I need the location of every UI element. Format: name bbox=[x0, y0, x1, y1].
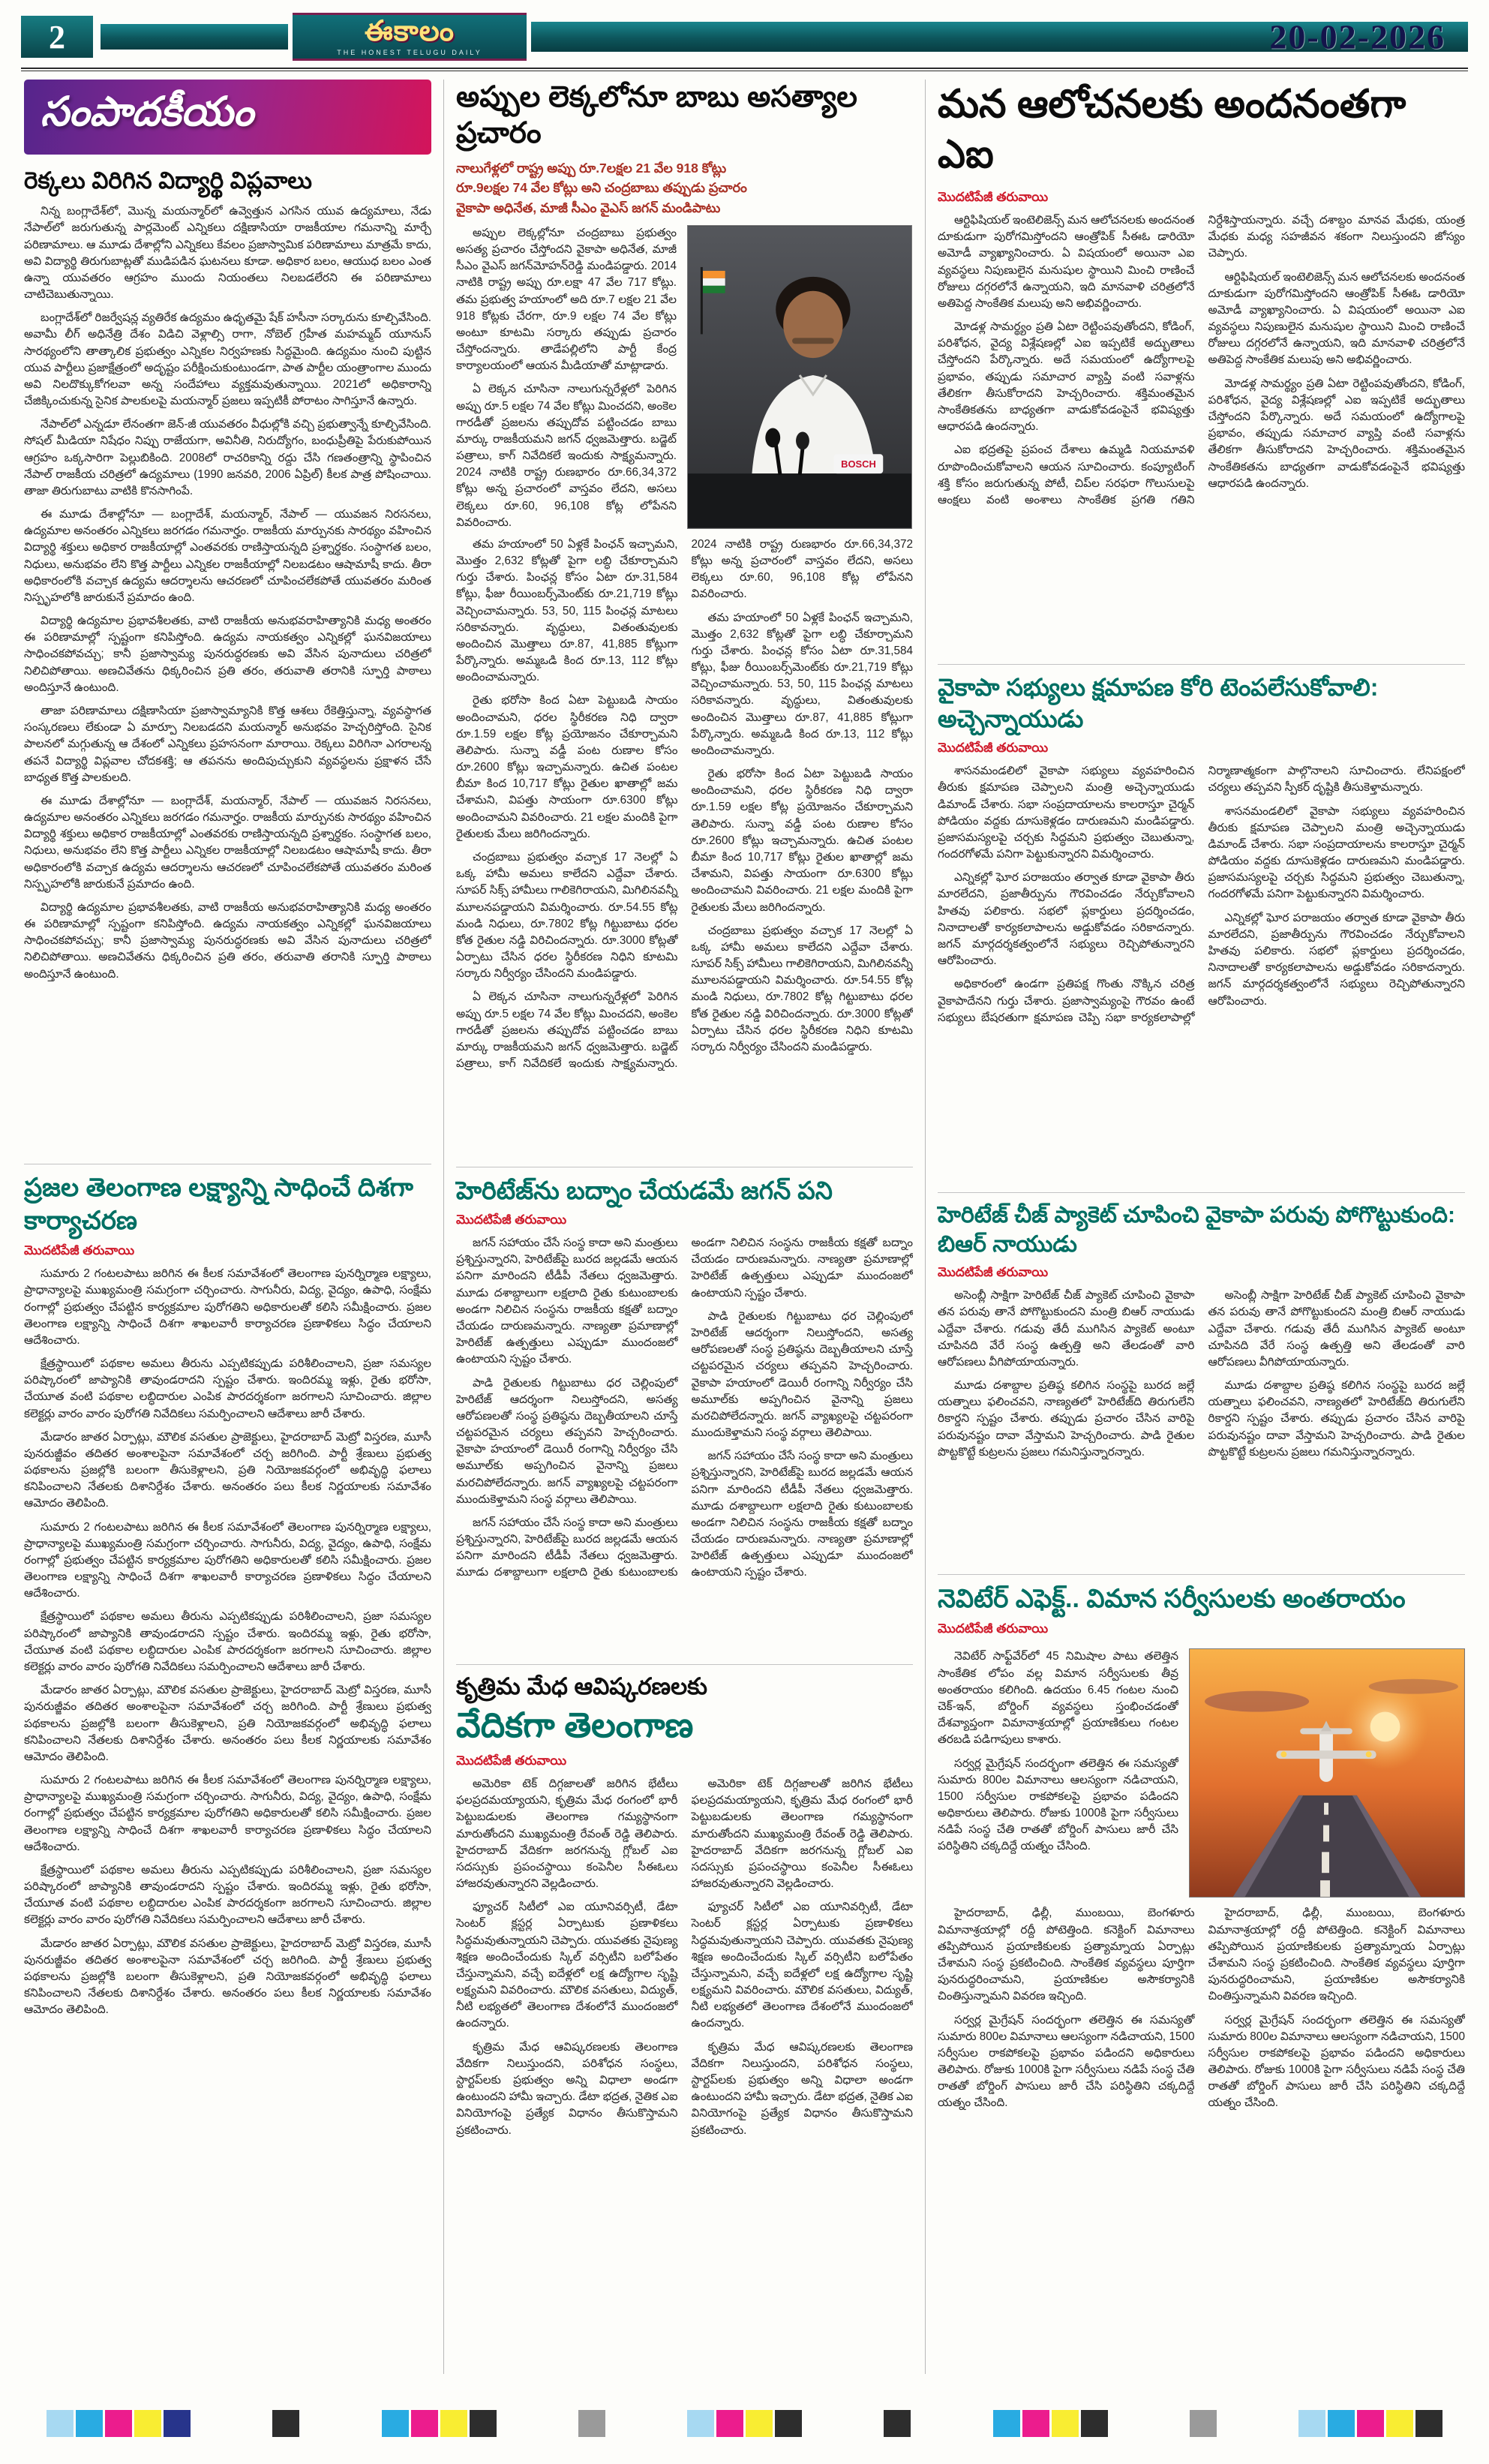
continuation-byline: మొదటిపేజీ తరువాయి bbox=[456, 1753, 567, 1768]
continuation-byline: మొదటిపేజీ తరువాయి bbox=[24, 1243, 135, 1258]
paper-name: ఈకాలం bbox=[365, 16, 455, 47]
paragraph: బంగ్లాదేశ్‌లో రిజర్వేషన్ల వ్యతిరేక ఉద్యమం ఉధృతమై షేక్ హసీనా సర్కారును కూల్చివేసింది. అవామీ లీగ్ అధినేత్రి దేశం విడిచి వెళ్లాల్సి రాగా, నోబెల్ గ్రహీత మహమ్మద్ యూనుస్ సారథ్యంలోని తాత్కాలిక ప్రభుత్వం ఎన్నికల నిర్వహణకు సిద్ధమైంది. ఉద్యమం నుంచి పుట్టిన యువ పార్టీలు ప్రజాక్షేత్రంలో అదృష్టం పరీక్షించుకుంటుండగా, పాత పార్టీల యంత్రాంగాల ముందు అవి నిలదొక్కుకోగలవా అన్న సందేహాలు వ్యక్తమవుతున్నాయి. 2021లో అధికారాన్ని చేజిక్కించుకున్న సైనిక పాలకులపై మయన్మార్ ప్రజలు ఇప్పటికీ పోరాటం సాగిస్తూనే ఉన్నారు. bbox=[24, 311, 431, 408]
paragraph: మేడారం జాతర ఏర్పాట్లు, మౌలిక వసతుల ప్రాజెక్టులు, హైదరాబాద్ మెట్రో విస్తరణ, మూసీ పునరుజ్జీవం తదితర అంశాలపైనా సమావేశంలో చర్చ జరిగింది. పార్టీ శ్రేణులు ప్రభుత్వ పథకాలను ప్రజల్లోకి బలంగా తీసుకెళ్లాలని, ప్రతి నియోజకవర్గంలో అభివృద్ధి ఫలాలు కనిపించాలని నేతలకు దిశానిర్దేశం చేశారు. అనంతరం పలు కీలక నిర్ణయాలకు సమావేశం ఆమోదం తెలిపింది. bbox=[24, 1684, 431, 1763]
paragraph: అమెరికా టెక్ దిగ్గజాలతో జరిగిన భేటీలు ఫలప్రదమయ్యాయని, కృత్రిమ మేధ రంగంలో భారీ పెట్టుబడులకు తెలంగాణ గమ్యస్థానంగా మారుతోందని ముఖ్యమంత్రి రేవంత్ రెడ్డి తెలిపారు. హైదరాబాద్ వేదికగా జరగనున్న గ్లోబల్ ఎఐ సదస్సుకు ప్రపంచస్థాయి కంపెనీల సీఈఓలు హాజరవుతున్నారని వెల్లడించారు. bbox=[691, 1777, 913, 1891]
ai-headline: మన ఆలోచనలకు అందనంతగా ఎఐ bbox=[938, 83, 1406, 176]
telangana-body bbox=[24, 1266, 431, 2025]
continuation-byline: మొదటిపేజీ తరువాయి bbox=[938, 1621, 1049, 1636]
paragraph: మోడళ్ల సామర్థ్యం ప్రతి ఏటా రెట్టింపవుతోందని, కోడింగ్, పరిశోధన, వైద్య విశ్లేషణల్లో ఎఐ ఇప్పటికే అద్భుతాలు చేస్తోందని పేర్కొన్నారు. అదే సమయంలో ఉద్యోగాలపై ప్రభావం, తప్పుడు సమాచార వ్యాప్తి వంటి సవాళ్లను తేలికగా తీసుకోరాదని హెచ్చరించారు. శక్తిమంతమైన సాంకేతికతను బాధ్యతగా వాడుకోవడంపైనే భవిష్యత్తు ఆధారపడి ఉందన్నారు. bbox=[1208, 377, 1465, 490]
navitaire-lead-row bbox=[938, 1648, 1465, 1898]
paragraph: క్షేత్రస్థాయిలో పథకాల అమలు తీరును ఎప్పటికప్పుడు పరిశీలించాలని, ప్రజా సమస్యల పరిష్కారంలో జాప్యానికి తావుండరాదని స్పష్టం చేశారు. ఇందిరమ్మ ఇళ్లు, రైతు భరోసా, చేయూత వంటి పథకాల లబ్ధిదారుల ఎంపిక పారదర్శకంగా జరగాలని సూచించారు. జిల్లాల కలెక్టర్లు వారం వారం పురోగతి నివేదికలు సమర్పించాలని ఆదేశాలు జారీ చేశారు. bbox=[24, 1863, 431, 1927]
paragraph: మోడళ్ల సామర్థ్యం ప్రతి ఏటా రెట్టింపవుతోందని, కోడింగ్, పరిశోధన, వైద్య విశ్లేషణల్లో ఎఐ ఇప్పటికే అద్భుతాలు చేస్తోందని పేర్కొన్నారు. అదే సమయంలో ఉద్యోగాలపై ప్రభావం, తప్పుడు సమాచార వ్యాప్తి వంటి సవాళ్లను తేలికగా తీసుకోరాదని హెచ్చరించారు. శక్తిమంతమైన సాంకేతికతను బాధ్యతగా వాడుకోవడంపైనే భవిష్యత్తు ఆధారపడి ఉందన్నారు. bbox=[938, 320, 1195, 434]
registration-swatch bbox=[76, 2410, 103, 2437]
paragraph: హైదరాబాద్, ఢిల్లీ, ముంబయి, బెంగళూరు విమానాశ్రయాల్లో రద్దీ పోటెత్తింది. కనెక్టింగ్ విమానాలు తప్పిపోయిన ప్రయాణికులకు ప్రత్యామ్నాయ ఏర్పాట్లు చేశామని సంస్థ ప్రకటించింది. సాంకేతిక వ్యవస్థలు పూర్తిగా పునరుద్ధరించామని, ప్రయాణికుల అసౌకర్యానికి చింతిస్తున్నామని వివరణ ఇచ్చింది. bbox=[938, 1907, 1195, 2003]
paragraph: కృత్రిమ మేధ ఆవిష్కరణలకు తెలంగాణ వేదికగా నిలుస్తుందని, పరిశోధన సంస్థలు, స్టార్టప్‌లకు ప్రభుత్వం అన్ని విధాలా అండగా ఉంటుందని హామీ ఇచ్చారు. డేటా భద్రత, నైతిక ఎఐ వినియోగంపై ప్రత్యేక విధానం తీసుకొస్తామని ప్రకటించారు. bbox=[691, 2040, 913, 2137]
paragraph: సర్వర్ల మైగ్రేషన్ సందర్భంగా తలెత్తిన ఈ సమస్యతో సుమారు 800ల విమానాలు ఆలస్యంగా నడిచాయని, 1500 సర్వీసుల రాకపోకలపై ప్రభావం పడిందని అధికారులు తెలిపారు. రోజుకు 1000కి పైగా సర్వీసులు నడిపే సంస్థ చేతి రాతతో బోర్డింగ్ పాసులు జారీ చేసి పరిస్థితిని చక్కదిద్దే యత్నం చేసింది. bbox=[938, 1756, 1178, 1853]
continuation-byline: మొదటిపేజీ తరువాయి bbox=[938, 190, 1049, 205]
heritage-jagan-body bbox=[456, 1235, 913, 1655]
paragraph: సుమారు 2 గంటలపాటు జరిగిన ఈ కీలక సమావేశంలో తెలంగాణ పునర్నిర్మాణ లక్ష్యాలు, ప్రాధాన్యాలపై ముఖ్యమంత్రి సమగ్రంగా చర్చించారు. సాగునీరు, విద్య, వైద్యం, ఉపాధి, సంక్షేమ రంగాల్లో ప్రభుత్వం చేపట్టిన కార్యక్రమాల పురోగతిని అధికారులతో కలిసి సమీక్షించారు. ప్రజల తెలంగాణ లక్ష్యాన్ని సాధించే దిశగా శాఖలవారీ కార్యాచరణ ప్రణాళికలు సిద్ధం చేయాలని ఆదేశించారు. bbox=[24, 1520, 431, 1600]
paragraph: కృత్రిమ మేధ ఆవిష్కరణలకు తెలంగాణ వేదికగా నిలుస్తుందని, పరిశోధన సంస్థలు, స్టార్టప్‌లకు ప్రభుత్వం అన్ని విధాలా అండగా ఉంటుందని హామీ ఇచ్చారు. డేటా భద్రత, నైతిక ఎఐ వినియోగంపై ప్రత్యేక విధానం తీసుకొస్తామని ప్రకటించారు. bbox=[456, 2040, 678, 2137]
paragraph: తమ హయాంలో 50 ఏళ్లకే పింఛన్ ఇచ్చామని, మొత్తం 2,632 కోట్లతో పైగా లబ్ధి చేకూర్చామని గుర్తు చేశారు. పింఛన్ల కోసం ఏటా రూ.31,584 కోట్లు, ఫీజు రీయింబర్స్‌మెంట్‌కు రూ.21,719 కోట్లు వెచ్చించామన్నారు. 53, 50, 115 పింఛన్ల మాటలు సరికావన్నారు. వృద్ధులు, వితంతువులకు అందించిన మొత్తాలు రూ.87, 41,885 కోట్లుగా పేర్కొన్నారు. అమ్మఒడి కింద రూ.13, 112 కోట్లు అందించామన్నారు. bbox=[456, 537, 678, 684]
paragraph: జగన్ సహాయం చేసే సంస్థ కాదా అని మంత్రులు ప్రశ్నిస్తున్నారని, హెరిటేజ్‌పై బురద జల్లడమే ఆయన పనిగా మారిందని టీడీపీ నేతలు ధ్వజమెత్తారు. మూడు దశాబ్దాలుగా లక్షలాది రైతు కుటుంబాలకు అండగా నిలిచిన సంస్థను రాజకీయ కక్షతో బద్నాం చేయడం దారుణమన్నారు. నాణ్యతా ప్రమాణాల్లో హెరిటేజ్ ఉత్పత్తులు ఎప్పుడూ ముందంజలో ఉంటాయని స్పష్టం చేశారు. bbox=[456, 1237, 678, 1366]
debt-lead-text bbox=[456, 225, 677, 529]
paragraph: నెవిటేర్ సాఫ్ట్‌వేర్‌లో 45 నిమిషాల పాటు తలెత్తిన సాంకేతిక లోపం వల్ల విమాన సర్వీసులకు తీవ్ర అంతరాయం కలిగింది. ఉదయం 6.45 గంటల నుంచి చెక్-ఇన్, బోర్డింగ్ వ్యవస్థలు స్తంభించడంతో దేశవ్యాప్తంగా విమానాశ్రయాల్లో ప్రయాణికులు గంటల తరబడి పడిగాపులు కాశారు. bbox=[938, 1650, 1178, 1747]
press-conference-photo bbox=[687, 225, 912, 529]
article-heritage-jagan bbox=[456, 1167, 913, 1655]
paragraph: రైతు భరోసా కింద ఏటా పెట్టుబడి సాయం అందించామని, ధరల స్థిరీకరణ నిధి ద్వారా రూ.1.59 లక్షల కోట్ల ప్రయోజనం చేకూర్చామని తెలిపారు. సున్నా వడ్డీ పంట రుణాల కోసం రూ.2600 కోట్లు ఇచ్చామన్నారు. ఉచిత పంటల బీమా కింద 10,717 కోట్లు రైతుల ఖాతాల్లో జమ చేశామని, విపత్తు సాయంగా రూ.6300 కోట్లు అందించామని వివరించారు. 21 లక్షల మందికి పైగా రైతులకు మేలు జరిగిందన్నారు. bbox=[456, 694, 678, 840]
editorial-masthead bbox=[24, 80, 431, 155]
paragraph: పాడి రైతులకు గిట్టుబాటు ధర చెల్లింపులో హెరిటేజ్ ఆదర్శంగా నిలుస్తోందని, అసత్య ఆరోపణలతో సంస్థ ప్రతిష్ఠను దెబ్బతీయాలని చూస్తే చట్టపరమైన చర్యలు తప్పవని హెచ్చరించారు. వైకాపా హయాంలో డెయిరీ రంగాన్ని నిర్వీర్యం చేసి అమూల్‌కు అప్పగించిన వైనాన్ని ప్రజలు మరచిపోలేదన్నారు. జగన్ వ్యాఖ్యలపై చట్టపరంగా ముందుకెళ్తామని సంస్థ వర్గాలు తెలిపాయి. bbox=[456, 1376, 678, 1506]
navitaire-headline: నెవిటేర్ ఎఫెక్ట్.. విమాన సర్వీసులకు అంతరాయం bbox=[938, 1585, 1406, 1614]
paragraph: ఫ్యూచర్ సిటీలో ఎఐ యూనివర్సిటీ, డేటా సెంటర్ క్లస్టర్ల ఏర్పాటుకు ప్రణాళికలు సిద్ధమవుతున్నాయని చెప్పారు. యువతకు నైపుణ్య శిక్షణ అందించేందుకు స్కిల్ వర్సిటీని బలోపేతం చేస్తున్నామని, వచ్చే ఐదేళ్లలో లక్ష ఉద్యోగాల సృష్టి లక్ష్యమని వివరించారు. మౌలిక వసతులు, విద్యుత్, నీటి లభ్యతలో తెలంగాణ దేశంలోనే ముందంజలో ఉందన్నారు. bbox=[691, 1901, 913, 2030]
paragraph: క్షేత్రస్థాయిలో పథకాల అమలు తీరును ఎప్పటికప్పుడు పరిశీలించాలని, ప్రజా సమస్యల పరిష్కారంలో జాప్యానికి తావుండరాదని స్పష్టం చేశారు. ఇందిరమ్మ ఇళ్లు, రైతు భరోసా, చేయూత వంటి పథకాల లబ్ధిదారుల ఎంపిక పారదర్శకంగా జరగాలని సూచించారు. జిల్లాల కలెక్టర్లు వారం వారం పురోగతి నివేదికలు సమర్పించాలని ఆదేశాలు జారీ చేశారు. bbox=[24, 1357, 431, 1420]
paragraph: సుమారు 2 గంటలపాటు జరిగిన ఈ కీలక సమావేశంలో తెలంగాణ పునర్నిర్మాణ లక్ష్యాలు, ప్రాధాన్యాలపై ముఖ్యమంత్రి సమగ్రంగా చర్చించారు. సాగునీరు, విద్య, వైద్యం, ఉపాధి, సంక్షేమ రంగాల్లో ప్రభుత్వం చేపట్టిన కార్యక్రమాల పురోగతిని అధికారులతో కలిసి సమీక్షించారు. ప్రజల తెలంగాణ లక్ష్యాన్ని సాధించే దిశగా శాఖలవారీ కార్యాచరణ ప్రణాళికలు సిద్ధం చేయాలని ఆదేశించారు. bbox=[24, 1267, 431, 1347]
debt-headline: అప్పుల లెక్కలోనూ బాబు అసత్యాల ప్రచారం bbox=[456, 81, 857, 149]
paragraph: క్షేత్రస్థాయిలో పథకాల అమలు తీరును ఎప్పటికప్పుడు పరిశీలించాలని, ప్రజా సమస్యల పరిష్కారంలో జాప్యానికి తావుండరాదని స్పష్టం చేశారు. ఇందిరమ్మ ఇళ్లు, రైతు భరోసా, చేయూత వంటి పథకాల లబ్ధిదారుల ఎంపిక పారదర్శకంగా జరగాలని సూచించారు. జిల్లాల కలెక్టర్లు వారం వారం పురోగతి నివేదికలు సమర్పించాలని ఆదేశాలు జారీ చేశారు. bbox=[24, 1610, 431, 1673]
registration-swatch bbox=[578, 2410, 605, 2437]
paragraph: సుమారు 2 గంటలపాటు జరిగిన ఈ కీలక సమావేశంలో తెలంగాణ పునర్నిర్మాణ లక్ష్యాలు, ప్రాధాన్యాలపై ముఖ్యమంత్రి సమగ్రంగా చర్చించారు. సాగునీరు, విద్య, వైద్యం, ఉపాధి, సంక్షేమ రంగాల్లో ప్రభుత్వం చేపట్టిన కార్యక్రమాల పురోగతిని అధికారులతో కలిసి సమీక్షించారు. ప్రజల తెలంగాణ లక్ష్యాన్ని సాధించే దిశగా శాఖలవారీ కార్యాచరణ ప్రణాళికలు సిద్ధం చేయాలని ఆదేశించారు. bbox=[24, 1774, 431, 1853]
ai-telangana-headline: వేదికగా తెలంగాణ bbox=[456, 1705, 694, 1744]
paragraph: ఏ లెక్కన చూసినా నాలుగున్నరేళ్లలో పెరిగిన అప్పు రూ.5 లక్షల 74 వేల కోట్లు మించదని, అంకెల గారడీతో ప్రజలను తప్పుదోవ పట్టించడం బాబు మార్కు రాజకీయమని జగన్ ధ్వజమెత్తారు. బడ్జెట్ పత్రాలు, కాగ్ నివేదికలే ఇందుకు సాక్ష్యమన్నారు. 2024 నాటికి రాష్ట్ర రుణభారం రూ.66,34,372 కోట్లు అన్న ప్రచారంలో వాస్తవం లేదని, అసలు లెక్కలు రూ.60, 96,108 కోట్ల లోపేనని వివరించారు. bbox=[456, 383, 677, 529]
paragraph: శాసనమండలిలో వైకాపా సభ్యులు వ్యవహరించిన తీరుకు క్షమాపణ చెప్పాలని మంత్రి అచ్చెన్నాయుడు డిమాండ్ చేశారు. సభా సంప్రదాయాలను కాలరాస్తూ చైర్మన్ పోడియం వద్దకు దూసుకెళ్లడం దారుణమని మండిపడ్డారు. ప్రజాసమస్యలపై చర్చకు సిద్ధమని ప్రభుత్వం చెబుతున్నా, గందరగోళమే పనిగా పెట్టుకున్నారని విమర్శించారు. bbox=[938, 765, 1195, 861]
paragraph: నేపాల్‌లో ఎన్నడూ లేనంతగా జెన్-జీ యువతరం వీధుల్లోకి వచ్చి ప్రభుత్వాన్నే కూల్చివేసింది. సోషల్ మీడియా నిషేధం నిప్పు రాజేయగా, అవినీతి, నిరుద్యోగం, బంధుప్రీతిపై పేరుకుపోయిన ఆగ్రహం ఒక్కసారిగా పెల్లుబికింది. 2008లో రాచరికాన్ని రద్దు చేసి గణతంత్రాన్ని స్థాపించిన నేపాల్ రాజకీయ చరిత్రలో ఉద్యమాలు (1990 జనవరి, 2006 ఏప్రిల్) కీలక పాత్ర పోషించాయి. తాజా తిరుగుబాటు వాటికి కొనసాగింపే. bbox=[24, 418, 431, 497]
paragraph: ఎన్నికల్లో ఘోర పరాజయం తర్వాత కూడా వైకాపా తీరు మారలేదని, ప్రజాతీర్పును గౌరవించడం నేర్చుకోవాలని హితవు పలికారు. సభలో ప్లకార్డులు ప్రదర్శించడం, నినాదాలతో కార్యకలాపాలను అడ్డుకోవడం సరికాదన్నారు. జగన్ మార్గదర్శకత్వంలోనే సభ్యులు రెచ్చిపోతున్నారని ఆరోపించారు. bbox=[1208, 911, 1465, 1008]
paragraph: మేడారం జాతర ఏర్పాట్లు, మౌలిక వసతుల ప్రాజెక్టులు, హైదరాబాద్ మెట్రో విస్తరణ, మూసీ పునరుజ్జీవం తదితర అంశాలపైనా సమావేశంలో చర్చ జరిగింది. పార్టీ శ్రేణులు ప్రభుత్వ పథకాలను ప్రజల్లోకి బలంగా తీసుకెళ్లాలని, ప్రతి నియోజకవర్గంలో అభివృద్ధి ఫలాలు కనిపించాలని నేతలకు దిశానిర్దేశం చేశారు. అనంతరం పలు కీలక నిర్ణయాలకు సమావేశం ఆమోదం తెలిపింది. bbox=[24, 1430, 431, 1510]
paragraph: తమ హయాంలో 50 ఏళ్లకే పింఛన్ ఇచ్చామని, మొత్తం 2,632 కోట్లతో పైగా లబ్ధి చేకూర్చామని గుర్తు చేశారు. పింఛన్ల కోసం ఏటా రూ.31,584 కోట్లు, ఫీజు రీయింబర్స్‌మెంట్‌కు రూ.21,719 కోట్లు వెచ్చించామన్నారు. 53, 50, 115 పింఛన్ల మాటలు సరికావన్నారు. వృద్ధులు, వితంతువులకు అందించిన మొత్తాలు రూ.87, 41,885 కోట్లుగా పేర్కొన్నారు. అమ్మఒడి కింద రూ.13, 112 కోట్లు అందించామన్నారు. bbox=[691, 611, 913, 757]
paragraph: అసెంబ్లీ సాక్షిగా హెరిటేజ్ చీజ్ ప్యాకెట్ చూపించి వైకాపా తన పరువు తానే పోగొట్టుకుందని మంత్రి బిఆర్ నాయుడు ఎద్దేవా చేశారు. గడువు తేదీ ముగిసిన ప్యాకెట్ అంటూ చూపినది వేరే సంస్థ ఉత్పత్తి అని తేలడంతో వారి ఆరోపణలు వీగిపోయాయన్నారు. bbox=[1208, 1289, 1465, 1369]
paragraph: జగన్ సహాయం చేసే సంస్థ కాదా అని మంత్రులు ప్రశ్నిస్తున్నారని, హెరిటేజ్‌పై బురద జల్లడమే ఆయన పనిగా మారిందని టీడీపీ నేతలు ధ్వజమెత్తారు. మూడు దశాబ్దాలుగా లక్షలాది రైతు కుటుంబాలకు అండగా నిలిచిన సంస్థను రాజకీయ కక్షతో బద్నాం చేయడం దారుణమన్నారు. నాణ్యతా ప్రమాణాల్లో హెరిటేజ్ ఉత్పత్తులు ఎప్పుడూ ముందంజలో ఉంటాయని స్పష్టం చేశారు. bbox=[456, 1237, 913, 1579]
heritage-jagan-headline: హెరిటేజ్‌ను బద్నాం చేయడమే జగన్ పని bbox=[456, 1176, 833, 1204]
continuation-byline: మొదటిపేజీ తరువాయి bbox=[938, 741, 1049, 756]
paragraph: ఆర్టిఫిషియల్ ఇంటెలిజెన్స్ మన ఆలోచనలకు అందనంత దూకుడుగా పురోగమిస్తోందని ఆంత్రోపిక్ సీఈఓ డారియో అమోడీ వ్యాఖ్యానించారు. ఏ విషయంలో అయినా ఎఐ వ్యవస్థలు నిపుణులైన మనుషుల స్థాయిని మించి రాణించే రోజులు దగ్గరలోనే ఉన్నాయని, ఇది మానవాళి చరిత్రలోనే అతిపెద్ద సాంకేతిక మలుపు అని అభివర్ణించారు. bbox=[938, 214, 1195, 310]
header-rule bbox=[21, 68, 1468, 71]
paragraph: అమెరికా టెక్ దిగ్గజాలతో జరిగిన భేటీలు ఫలప్రదమయ్యాయని, కృత్రిమ మేధ రంగంలో భారీ పెట్టుబడులకు తెలంగాణ గమ్యస్థానంగా మారుతోందని ముఖ్యమంత్రి రేవంత్ రెడ్డి తెలిపారు. హైదరాబాద్ వేదికగా జరగనున్న గ్లోబల్ ఎఐ సదస్సుకు ప్రపంచస్థాయి కంపెనీల సీఈఓలు హాజరవుతున్నారని వెల్లడించారు. bbox=[456, 1777, 678, 1891]
column-right bbox=[926, 80, 1465, 2374]
registration-swatch bbox=[1357, 2410, 1384, 2437]
debt-subhead: నాలుగేళ్లలో రాష్ట్ర అప్పు రూ.7లక్షల 21 వేల 918 కోట్లు bbox=[456, 161, 727, 176]
navitaire-lead-text bbox=[938, 1648, 1178, 1898]
registration-swatch bbox=[884, 2410, 911, 2437]
continuation-byline: మొదటిపేజీ తరువాయి bbox=[456, 1212, 567, 1227]
paragraph: అధికారంలో ఉండగా ప్రతిపక్ష గొంతు నొక్కిన చరిత్ర వైకాపాదేనని గుర్తు చేశారు. ప్రజాస్వామ్యంపై గౌరవం ఉంటే సభ్యులు బేషరతుగా క్షమాపణ చెప్పి సభా కార్యకలాపాల్లో నిర్మాణాత్మకంగా పాల్గొనాలని సూచించారు. లేనిపక్షంలో చర్యలు తప్పవని స్పీకర్ దృష్టికి తీసుకెళ్తామన్నారు. bbox=[938, 765, 1465, 1024]
paper-tagline: THE HONEST TELUGU DAILY bbox=[337, 49, 482, 56]
continuation-byline: మొదటిపేజీ తరువాయి bbox=[938, 1265, 1049, 1280]
paragraph: ఆర్టిఫిషియల్ ఇంటెలిజెన్స్ మన ఆలోచనలకు అందనంత దూకుడుగా పురోగమిస్తోందని ఆంత్రోపిక్ సీఈఓ డారియో అమోడీ వ్యాఖ్యానించారు. ఏ విషయంలో అయినా ఎఐ వ్యవస్థలు నిపుణులైన మనుషుల స్థాయిని మించి రాణించే రోజులు దగ్గరలోనే ఉన్నాయని, ఇది మానవాళి చరిత్రలోనే అతిపెద్ద సాంకేతిక మలుపు అని అభివర్ణించారు. bbox=[1208, 270, 1465, 367]
paragraph: తాజా పరిణామాలు దక్షిణాసియా ప్రజాస్వామ్యానికి కొత్త ఆశలు రేకెత్తిస్తున్నా, వ్యవస్థాగత సంస్కరణలు లేకుండా ఏ మార్పూ నిలబడదని మయన్మార్ అనుభవం హెచ్చరిస్తోంది. సైనిక పాలనలో మగ్గుతున్న ఆ దేశంలో ఎన్నికలు ప్రహసనంగా మారాయి. రెక్కలు విరిగినా ఎగరాలన్న తపనే విద్యార్థి విప్లవాల చోదకశక్తి; ఆ తపనను అందిపుచ్చుకుని వ్యవస్థలను ప్రక్షాళన చేసే బాధ్యత కొత్త పాలకులది. bbox=[24, 705, 431, 784]
paragraph: రైతు భరోసా కింద ఏటా పెట్టుబడి సాయం అందించామని, ధరల స్థిరీకరణ నిధి ద్వారా రూ.1.59 లక్షల కోట్ల ప్రయోజనం చేకూర్చామని తెలిపారు. సున్నా వడ్డీ పంట రుణాల కోసం రూ.2600 కోట్లు ఇచ్చామన్నారు. ఉచిత పంటల బీమా కింద 10,717 కోట్లు రైతుల ఖాతాల్లో జమ చేశామని, విపత్తు సాయంగా రూ.6300 కోట్లు అందించామని వివరించారు. 21 లక్షల మందికి పైగా రైతులకు మేలు జరిగిందన్నారు. bbox=[691, 768, 913, 914]
paragraph: విద్యార్థి ఉద్యమాల ప్రభావశీలతకు, వాటి రాజకీయ అనుభవరాహిత్యానికి మధ్య అంతరం ఈ పరిణామాల్లో స్పష్టంగా కనిపిస్తోంది. ఉద్యమ నాయకత్వం ఎన్నికల్లో ఘనవిజయాలు సాధించకపోవచ్చు; కానీ ప్రజాస్వామ్య పునరుద్ధరణకు అవి వేసిన పునాదులు చరిత్రలో నిలిచిపోతాయి. అణచివేతను ధిక్కరించిన ప్రతి తరం, తరువాతి తరానికి స్ఫూర్తి పాఠాలు అందిస్తూనే ఉంటుంది. bbox=[24, 900, 431, 981]
registration-swatch bbox=[382, 2410, 409, 2437]
debt-subheads bbox=[456, 158, 913, 218]
editorial-masthead-label: సంపాదకీయం bbox=[41, 89, 254, 134]
paragraph: జగన్ సహాయం చేసే సంస్థ కాదా అని మంత్రులు ప్రశ్నిస్తున్నారని, హెరిటేజ్‌పై బురద జల్లడమే ఆయన పనిగా మారిందని టీడీపీ నేతలు ధ్వజమెత్తారు. మూడు దశాబ్దాలుగా లక్షలాది రైతు కుటుంబాలకు అండగా నిలిచిన సంస్థను రాజకీయ కక్షతో బద్నాం చేయడం దారుణమన్నారు. నాణ్యతా ప్రమాణాల్లో హెరిటేజ్ ఉత్పత్తులు ఎప్పుడూ ముందంజలో ఉంటాయని స్పష్టం చేశారు. bbox=[691, 1450, 913, 1579]
paragraph: ఎన్నికల్లో ఘోర పరాజయం తర్వాత కూడా వైకాపా తీరు మారలేదని, ప్రజాతీర్పును గౌరవించడం నేర్చుకోవాలని హితవు పలికారు. సభలో ప్లకార్డులు ప్రదర్శించడం, నినాదాలతో కార్యకలాపాలను అడ్డుకోవడం సరికాదన్నారు. జగన్ మార్గదర్శకత్వంలోనే సభ్యులు రెచ్చిపోతున్నారని ఆరోపించారు. bbox=[938, 871, 1195, 968]
paragraph: మేడారం జాతర ఏర్పాట్లు, మౌలిక వసతుల ప్రాజెక్టులు, హైదరాబాద్ మెట్రో విస్తరణ, మూసీ పునరుజ్జీవం తదితర అంశాలపైనా సమావేశంలో చర్చ జరిగింది. పార్టీ శ్రేణులు ప్రభుత్వ పథకాలను ప్రజల్లోకి బలంగా తీసుకెళ్లాలని, ప్రతి నియోజకవర్గంలో అభివృద్ధి ఫలాలు కనిపించాలని నేతలకు దిశానిర్దేశం చేశారు. అనంతరం పలు కీలక నిర్ణయాలకు సమావేశం ఆమోదం తెలిపింది. bbox=[24, 1937, 431, 2017]
registration-swatch bbox=[1415, 2410, 1442, 2437]
paragraph: సర్వర్ల మైగ్రేషన్ సందర్భంగా తలెత్తిన ఈ సమస్యతో సుమారు 800ల విమానాలు ఆలస్యంగా నడిచాయని, 1500 సర్వీసుల రాకపోకలపై ప్రభావం పడిందని అధికారులు తెలిపారు. రోజుకు 1000కి పైగా సర్వీసులు నడిపే సంస్థ చేతి రాతతో బోర్డింగ్ పాసులు జారీ చేసి పరిస్థితిని చక్కదిద్దే యత్నం చేసింది. bbox=[938, 2013, 1195, 2110]
registration-swatch bbox=[993, 2410, 1020, 2437]
article-navitaire bbox=[938, 1574, 1465, 2374]
registration-swatch bbox=[47, 2410, 74, 2437]
registration-swatch-group bbox=[1298, 2410, 1442, 2437]
registration-swatch bbox=[1328, 2410, 1355, 2437]
registration-swatch-group bbox=[47, 2410, 191, 2437]
ai-telangana-kicker: కృత్రిమ మేధ ఆవిష్కరణలకు bbox=[456, 1673, 708, 1700]
ai-body bbox=[938, 212, 1465, 655]
paragraph: అసెంబ్లీ సాక్షిగా హెరిటేజ్ చీజ్ ప్యాకెట్ చూపించి వైకాపా తన పరువు తానే పోగొట్టుకుందని మంత్రి బిఆర్ నాయుడు ఎద్దేవా చేశారు. గడువు తేదీ ముగిసిన ప్యాకెట్ అంటూ చూపినది వేరే సంస్థ ఉత్పత్తి అని తేలడంతో వారి ఆరోపణలు వీగిపోయాయన్నారు. bbox=[938, 1289, 1195, 1369]
debt-subhead: రూ.9లక్షల 74 వేల కోట్లు అని చంద్రబాబు తప్పుడు ప్రచారం bbox=[456, 180, 747, 196]
paragraph: ఎఐ భద్రతపై ప్రపంచ దేశాలు ఉమ్మడి నియమావళి రూపొందించుకోవాలని ఆయన సూచించారు. కంప్యూటింగ్ శక్తి కోసం జరుగుతున్న పోటీ, చిప్‌ల సరఫరా గొలుసులపై ఆంక్షలు వంటి అంశాలు సాంకేతిక ప్రగతి గతిని నిర్దేశిస్తాయన్నారు. వచ్చే దశాబ్దం మానవ మేధకు, యంత్ర మేధకు మధ్య సహజీవన శకంగా నిలుస్తుందని జోస్యం చెప్పారు. bbox=[938, 214, 1465, 506]
ai-telangana-body bbox=[456, 1776, 913, 2374]
registration-swatch bbox=[440, 2410, 467, 2437]
navitaire-body bbox=[938, 1905, 1465, 2374]
airplane-photo bbox=[1189, 1648, 1465, 1898]
header-band-left bbox=[101, 24, 288, 50]
debt-lead-row bbox=[456, 225, 913, 529]
content-columns bbox=[24, 80, 1465, 2374]
paragraph: మూడు దశాబ్దాల ప్రతిష్ఠ కలిగిన సంస్థపై బురద జల్లే యత్నాలు ఫలించవని, నాణ్యతలో హెరిటేజ్‌ది తిరుగులేని రికార్డని స్పష్టం చేశారు. తప్పుడు ప్రచారం చేసిన వారిపై పరువునష్టం దావా వేస్తామని హెచ్చరించారు. పాడి రైతుల పొట్టకొట్టే కుట్రలను ప్రజలు గమనిస్తున్నారన్నారు. bbox=[938, 1379, 1195, 1459]
telangana-headline: ప్రజల తెలంగాణ లక్ష్యాన్ని సాధించే దిశగా కార్యాచరణ bbox=[24, 1173, 413, 1235]
paragraph: సర్వర్ల మైగ్రేషన్ సందర్భంగా తలెత్తిన ఈ సమస్యతో సుమారు 800ల విమానాలు ఆలస్యంగా నడిచాయని, 1500 సర్వీసుల రాకపోకలపై ప్రభావం పడిందని అధికారులు తెలిపారు. రోజుకు 1000కి పైగా సర్వీసులు నడిపే సంస్థ చేతి రాతతో బోర్డింగ్ పాసులు జారీ చేసి పరిస్థితిని చక్కదిద్దే యత్నం చేసింది. bbox=[1208, 2013, 1465, 2110]
heritage-cheese-headline: హెరిటేజ్ చీజ్ ప్యాకెట్ చూపించి వైకాపా పరువు పోగొట్టుకుంది: బిఆర్ నాయుడు bbox=[938, 1203, 1455, 1258]
heritage-cheese-body bbox=[938, 1288, 1465, 1565]
paragraph: ఏ లెక్కన చూసినా నాలుగున్నరేళ్లలో పెరిగిన అప్పు రూ.5 లక్షల 74 వేల కోట్లు మించదని, అంకెల గారడీతో ప్రజలను తప్పుదోవ పట్టించడం బాబు మార్కు రాజకీయమని జగన్ ధ్వజమెత్తారు. బడ్జెట్ పత్రాలు, కాగ్ నివేదికలే ఇందుకు సాక్ష్యమన్నారు. 2024 నాటికి రాష్ట్ర రుణభారం రూ.66,34,372 కోట్లు అన్న ప్రచారంలో వాస్తవం లేదని, అసలు లెక్కలు రూ.60, 96,108 కోట్ల లోపేనని వివరించారు. bbox=[456, 537, 913, 1071]
paragraph: విద్యార్థి ఉద్యమాల ప్రభావశీలతకు, వాటి రాజకీయ అనుభవరాహిత్యానికి మధ్య అంతరం ఈ పరిణామాల్లో స్పష్టంగా కనిపిస్తోంది. ఉద్యమ నాయకత్వం ఎన్నికల్లో ఘనవిజయాలు సాధించకపోవచ్చు; కానీ ప్రజాస్వామ్య పునరుద్ధరణకు అవి వేసిన పునాదులు చరిత్రలో నిలిచిపోతాయి. అణచివేతను ధిక్కరించిన ప్రతి తరం, తరువాతి తరానికి స్ఫూర్తి పాఠాలు అందిస్తూనే ఉంటుంది. bbox=[24, 614, 431, 694]
article-telangana-plan bbox=[24, 1164, 431, 2025]
registration-swatch bbox=[272, 2410, 299, 2437]
paper-logo bbox=[293, 13, 527, 61]
registration-swatch-group bbox=[382, 2410, 497, 2437]
paragraph: చంద్రబాబు ప్రభుత్వం వచ్చాక 17 నెలల్లో ఏ ఒక్క హామీ అమలు కాలేదని ఎద్దేవా చేశారు. సూపర్ సిక్స్ హామీలు గాలికెగిరాయని, మిగిలినవన్నీ మూలనపడ్డాయని విమర్శించారు. రూ.54.55 కోట్ల మండి నిధులు, రూ.7802 కోట్ల గిట్టుబాటు ధరల కోత రైతుల నడ్డి విరిచిందన్నారు. రూ.3000 కోట్లతో ఏర్పాటు చేసిన ధరల స్థిరీకరణ నిధిని కూటమి సర్కారు నిర్వీర్యం చేసిందని మండిపడ్డారు. bbox=[456, 851, 678, 981]
paragraph: అప్పుల లెక్కల్లోనూ చంద్రబాబు ప్రభుత్వం అసత్య ప్రచారం చేస్తోందని వైకాపా అధినేత, మాజీ సీఎం వైఎస్ జగన్‌మోహన్‌రెడ్డి మండిపడ్డారు. 2014 నాటికి రాష్ట్ర అప్పు రూ.లక్షా 47 వేల 717 కోట్లు. తమ ప్రభుత్వ హయాంలో అది రూ.7 లక్షల 21 వేల 918 కోట్లకు చేరగా, రూ.9 లక్షల 74 వేల కోట్లు అంటూ కూటమి సర్కారు తప్పుడు ప్రచారం చేస్తోందన్నారు. తాడేపల్లిలోని పార్టీ కేంద్ర కార్యాలయంలో ఆయన మీడియాతో మాట్లాడారు. bbox=[456, 226, 677, 373]
registration-swatch bbox=[775, 2410, 802, 2437]
registration-swatch bbox=[1190, 2410, 1217, 2437]
registration-swatch bbox=[1022, 2410, 1049, 2437]
paragraph: ఈ మూడు దేశాల్లోనూ — బంగ్లాదేశ్, మయన్మార్, నేపాల్ — యువజన నిరసనలు, ఉద్యమాల అనంతరం ఎన్నికలు జరగడం గమనార్హం. రాజకీయ మార్పునకు సారథ్యం వహించిన విద్యార్థి శక్తులు అధికార రాజకీయాల్లో ఎంతవరకు రాణిస్తాయన్నది ప్రశ్నార్థకం. సంస్థాగత బలం, నిధులు, అనుభవం లేని కొత్త పార్టీలు ఎన్నికల రాజకీయాల్లో నిలబడటం ఆషామాషీ కాదు. తీరా అధికారంలోకి వచ్చాక ఉద్యమ ఆదర్శాలను ఆచరణలో చూపించలేకపోతే యువతరం మరింత నిస్పృహలోకి జారుకునే ప్రమాదం ఉంది. bbox=[24, 508, 431, 604]
page-number: 2 bbox=[21, 16, 93, 58]
column-editorial bbox=[24, 80, 444, 2374]
registration-swatch bbox=[411, 2410, 438, 2437]
registration-swatch-group bbox=[687, 2410, 802, 2437]
ycp-body bbox=[938, 763, 1465, 1183]
debt-subhead: వైకాపా అధినేత, మాజీ సీఎం వైఎస్ జగన్ మండిపాటు bbox=[456, 200, 721, 215]
registration-swatch bbox=[470, 2410, 497, 2437]
paragraph: పాడి రైతులకు గిట్టుబాటు ధర చెల్లింపులో హెరిటేజ్ ఆదర్శంగా నిలుస్తోందని, అసత్య ఆరోపణలతో సంస్థ ప్రతిష్ఠను దెబ్బతీయాలని చూస్తే చట్టపరమైన చర్యలు తప్పవని హెచ్చరించారు. వైకాపా హయాంలో డెయిరీ రంగాన్ని నిర్వీర్యం చేసి అమూల్‌కు అప్పగించిన వైనాన్ని ప్రజలు మరచిపోలేదన్నారు. జగన్ వ్యాఖ్యలపై చట్టపరంగా ముందుకెళ్తామని సంస్థ వర్గాలు తెలిపాయి. bbox=[691, 1309, 913, 1440]
page-header bbox=[21, 12, 1468, 62]
registration-swatch bbox=[687, 2410, 714, 2437]
editorial-headline: రెక్కలు విరిగిన విద్యార్థి విప్లవాలు bbox=[24, 167, 313, 194]
paragraph: హైదరాబాద్, ఢిల్లీ, ముంబయి, బెంగళూరు విమానాశ్రయాల్లో రద్దీ పోటెత్తింది. కనెక్టింగ్ విమానాలు తప్పిపోయిన ప్రయాణికులకు ప్రత్యామ్నాయ ఏర్పాట్లు చేశామని సంస్థ ప్రకటించింది. సాంకేతిక వ్యవస్థలు పూర్తిగా పునరుద్ధరించామని, ప్రయాణికుల అసౌకర్యానికి చింతిస్తున్నామని వివరణ ఇచ్చింది. bbox=[1208, 1907, 1465, 2003]
debt-body bbox=[456, 536, 913, 1158]
mic-brand-label: BOSCH bbox=[841, 458, 876, 470]
article-heritage-cheese bbox=[938, 1192, 1465, 1565]
editorial-body bbox=[24, 203, 431, 1155]
registration-swatch bbox=[746, 2410, 773, 2437]
article-ycp-apology bbox=[938, 664, 1465, 1183]
article-ai-telangana bbox=[456, 1664, 913, 2374]
ycp-headline: వైకాపా సభ్యులు క్షమాపణ కోరి టెంపలేసుకోవాలి: అచ్చెన్నాయుడు bbox=[938, 674, 1379, 732]
registration-swatch bbox=[1052, 2410, 1079, 2437]
registration-swatch bbox=[1298, 2410, 1325, 2437]
registration-swatch bbox=[134, 2410, 161, 2437]
paragraph: ఫ్యూచర్ సిటీలో ఎఐ యూనివర్సిటీ, డేటా సెంటర్ క్లస్టర్ల ఏర్పాటుకు ప్రణాళికలు సిద్ధమవుతున్నాయని చెప్పారు. యువతకు నైపుణ్య శిక్షణ అందించేందుకు స్కిల్ వర్సిటీని బలోపేతం చేస్తున్నామని, వచ్చే ఐదేళ్లలో లక్ష ఉద్యోగాల సృష్టి లక్ష్యమని వివరించారు. మౌలిక వసతులు, విద్యుత్, నీటి లభ్యతలో తెలంగాణ దేశంలోనే ముందంజలో ఉందన్నారు. bbox=[456, 1901, 678, 2030]
paragraph: నిన్న బంగ్లాదేశ్‌లో, మొన్న మయన్మార్‌లో ఉవ్వెత్తున ఎగసిన యువ ఉద్యమాలు, నేడు నేపాల్‌లో జరుగుతున్న పార్లమెంట్ ఎన్నికలు దక్షిణాసియా రాజకీయాల గమనాన్ని మార్చే పరిణామాలు. ఆ మూడు దేశాల్లోని ఎన్నికలు కేవలం ప్రజాస్వామిక పరిణామాలు మాత్రమే కాదు, అవి విద్యార్థి తిరుగుబాట్లతో ముడిపడిన ఘటనలు కూడా. అధికార బలం, ఆయుధ బలం ఎంత ఉన్నా యువతరం ఆగ్రహం ముందు నియంతలు నిలబడలేరని ఈ పరిణామాలు చాటిచెబుతున్నాయి. bbox=[24, 205, 431, 302]
registration-swatch bbox=[1081, 2410, 1108, 2437]
paragraph: మూడు దశాబ్దాల ప్రతిష్ఠ కలిగిన సంస్థపై బురద జల్లే యత్నాలు ఫలించవని, నాణ్యతలో హెరిటేజ్‌ది తిరుగులేని రికార్డని స్పష్టం చేశారు. తప్పుడు ప్రచారం చేసిన వారిపై పరువునష్టం దావా వేస్తామని హెచ్చరించారు. పాడి రైతుల పొట్టకొట్టే కుట్రలను ప్రజలు గమనిస్తున్నారన్నారు. bbox=[1208, 1379, 1465, 1459]
issue-date: 20-02-2026 bbox=[1269, 17, 1445, 56]
registration-swatch bbox=[1386, 2410, 1413, 2437]
paragraph: చంద్రబాబు ప్రభుత్వం వచ్చాక 17 నెలల్లో ఏ ఒక్క హామీ అమలు కాలేదని ఎద్దేవా చేశారు. సూపర్ సిక్స్ హామీలు గాలికెగిరాయని, మిగిలినవన్నీ మూలనపడ్డాయని విమర్శించారు. రూ.54.55 కోట్ల మండి నిధులు, రూ.7802 కోట్ల గిట్టుబాటు ధరల కోత రైతుల నడ్డి విరిచిందన్నారు. రూ.3000 కోట్లతో ఏర్పాటు చేసిన ధరల స్థిరీకరణ నిధిని కూటమి సర్కారు నిర్వీర్యం చేసిందని మండిపడ్డారు. bbox=[691, 924, 913, 1053]
registration-swatch bbox=[716, 2410, 743, 2437]
paragraph: ఈ మూడు దేశాల్లోనూ — బంగ్లాదేశ్, మయన్మార్, నేపాల్ — యువజన నిరసనలు, ఉద్యమాల అనంతరం ఎన్నికలు జరగడం గమనార్హం. రాజకీయ మార్పునకు సారథ్యం వహించిన విద్యార్థి శక్తులు అధికార రాజకీయాల్లో ఎంతవరకు రాణిస్తాయన్నది ప్రశ్నార్థకం. సంస్థాగత బలం, నిధులు, అనుభవం లేని కొత్త పార్టీలు ఎన్నికల రాజకీయాల్లో నిలబడటం ఆషామాషీ కాదు. తీరా అధికారంలోకి వచ్చాక ఉద్యమ ఆదర్శాలను ఆచరణలో చూపించలేకపోతే యువతరం మరింత నిస్పృహలోకి జారుకునే ప్రమాదం ఉంది. bbox=[24, 794, 431, 891]
paragraph: శాసనమండలిలో వైకాపా సభ్యులు వ్యవహరించిన తీరుకు క్షమాపణ చెప్పాలని మంత్రి అచ్చెన్నాయుడు డిమాండ్ చేశారు. సభా సంప్రదాయాలను కాలరాస్తూ చైర్మన్ పోడియం వద్దకు దూసుకెళ్లడం దారుణమని మండిపడ్డారు. ప్రజాసమస్యలపై చర్చకు సిద్ధమని ప్రభుత్వం చెబుతున్నా, గందరగోళమే పనిగా పెట్టుకున్నారని విమర్శించారు. bbox=[1208, 804, 1465, 901]
print-registration-bars bbox=[47, 2408, 1442, 2438]
header-band-right bbox=[531, 17, 1468, 56]
registration-swatch bbox=[164, 2410, 191, 2437]
registration-swatch bbox=[105, 2410, 132, 2437]
column-middle bbox=[444, 80, 926, 2374]
registration-swatch-group bbox=[993, 2410, 1108, 2437]
